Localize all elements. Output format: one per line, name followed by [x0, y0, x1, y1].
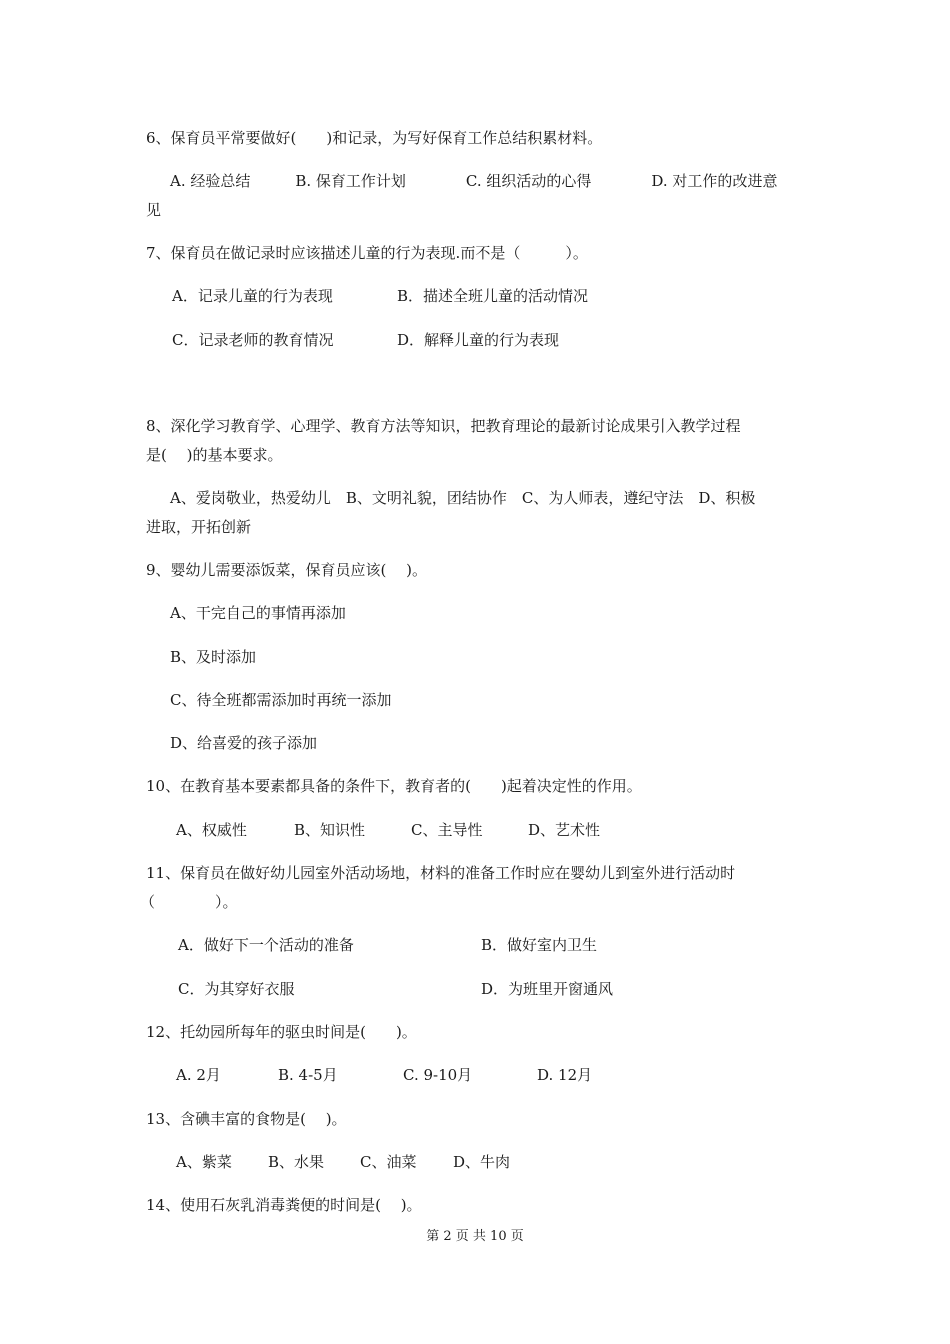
question-12: 12、托幼园所每年的驱虫时间是( )。 — [146, 1023, 417, 1041]
question-11-option-b: B．做好室内卫生 — [481, 936, 598, 954]
question-13-option-b: B、水果 — [268, 1153, 325, 1171]
question-12-option-d: D. 12月 — [537, 1066, 593, 1084]
question-9-option-c: C、待全班都需添加时再统一添加 — [170, 691, 392, 709]
question-8-wrap: 是( )的基本要求。 — [146, 446, 283, 464]
question-6-options: A. 经验总结 B. 保育工作计划 C. 组织活动的心得 D. 对工作的改进意 — [170, 172, 778, 190]
question-13: 13、含碘丰富的食物是( )。 — [146, 1110, 347, 1128]
question-9-option-d: D、给喜爱的孩子添加 — [170, 734, 318, 752]
question-11-option-c: C．为其穿好衣服 — [178, 980, 295, 998]
question-7-option-d: D．解释儿童的行为表现 — [397, 331, 560, 349]
question-8-options-wrap: 进取，开拓创新 — [146, 518, 252, 536]
question-7-option-c: C．记录老师的教育情况 — [172, 331, 334, 349]
question-7-option-b: B．描述全班儿童的活动情况 — [397, 287, 589, 305]
question-11-wrap: （ ）。 — [140, 893, 238, 911]
question-8: 8、深化学习教育学、心理学、教育方法等知识，把教育理论的最新讨论成果引入教学过程 — [146, 417, 741, 435]
page-footer: 第 2 页 共 10 页 — [426, 1229, 524, 1244]
question-13-option-d: D、牛肉 — [453, 1153, 511, 1171]
question-10-option-c: C、主导性 — [411, 821, 483, 839]
question-8-options: A、爱岗敬业，热爱幼儿 B、文明礼貌，团结协作 C、为人师表，遵纪守法 D、积极 — [170, 489, 756, 507]
question-13-option-a: A、紫菜 — [176, 1153, 232, 1171]
question-13-option-c: C、油菜 — [360, 1153, 417, 1171]
question-12-option-a: A. 2月 — [176, 1066, 221, 1084]
question-10: 10、在教育基本要素都具备的条件下，教育者的( )起着决定性的作用。 — [146, 777, 642, 795]
question-6-options-wrap: 见 — [146, 201, 162, 219]
question-9-option-b: B、及时添加 — [170, 648, 257, 666]
question-12-option-c: C. 9-10月 — [403, 1066, 473, 1084]
question-7: 7、保育员在做记录时应该描述儿童的行为表现.而不是（ ）。 — [146, 244, 588, 262]
question-6: 6、保育员平常要做好( )和记录，为写好保育工作总结积累材料。 — [146, 129, 603, 147]
question-7-option-a: A．记录儿童的行为表现 — [172, 287, 333, 305]
question-10-option-b: B、知识性 — [294, 821, 366, 839]
question-14: 14、使用石灰乳消毒粪便的时间是( )。 — [146, 1196, 422, 1214]
question-10-option-d: D、艺术性 — [528, 821, 601, 839]
question-9: 9、婴幼儿需要添饭菜，保育员应该( )。 — [146, 561, 428, 579]
question-9-option-a: A、干完自己的事情再添加 — [170, 604, 346, 622]
question-11-option-d: D．为班里开窗通风 — [481, 980, 614, 998]
question-11: 11、保育员在做好幼儿园室外活动场地，材料的准备工作时应在婴幼儿到室外进行活动时 — [146, 864, 736, 882]
question-10-option-a: A、权威性 — [176, 821, 247, 839]
question-12-option-b: B. 4-5月 — [278, 1066, 338, 1084]
question-11-option-a: A．做好下一个活动的准备 — [178, 936, 354, 954]
